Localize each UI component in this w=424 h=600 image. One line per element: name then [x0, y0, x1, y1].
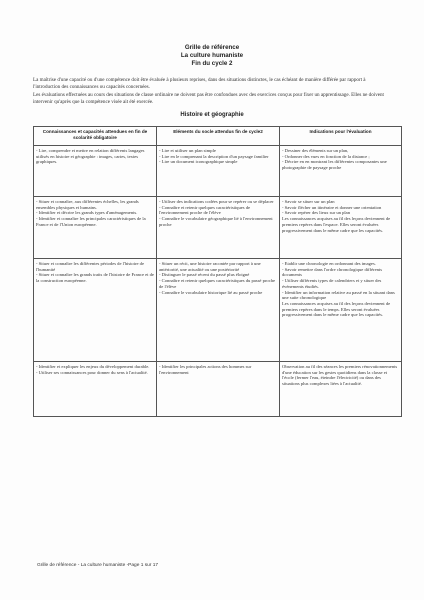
- document-title: Grille de référence: [184, 44, 240, 51]
- document-subtitle: La culture humaniste: [180, 52, 244, 59]
- cell-item: - Situer et connaître les grands traits de l'histoire de France et de la construction européenne.: [36, 272, 154, 284]
- cell-item: - Lire et utiliser un plan simple: [159, 148, 216, 153]
- intro-paragraph: La maîtrise d'une capacité ou d'une compétence doit être évaluée à plusieurs reprises, dans des situations distinctes, le cas échéant de manière différée par rapport à l'introduction des connaissances ou capacités concernées.: [33, 77, 366, 90]
- cell-item: - Lire un document iconographique simple: [159, 159, 238, 165]
- cell-item: - Dessiner des éléments sur un plan,: [282, 148, 349, 153]
- cell-item: - Connaître le vocabulaire géographique lié à l'environnement proche: [159, 216, 273, 227]
- reference-table: [33, 126, 402, 417]
- table-row: [34, 146, 402, 197]
- cell-item: Observation au fil des séances les premiers rénovationnements d'une éducation sur les gestes quotidiens dans la classe et l'école (fermer l'eau, éteindre l'électricité) ou dans des situations plus complexes liées à l'actualité.: [282, 364, 398, 387]
- cell-item: - Utiliser des indications codées pour se repérer ou se déplacer: [159, 199, 274, 204]
- cell-item: - Situer et connaître les différentes périodes de l'histoire de l'humanité: [36, 261, 145, 272]
- cell-item: - Identifier les principales actions des hommes sur l'environnement: [159, 364, 252, 375]
- column-header: Indications pour l'évaluation: [280, 127, 402, 146]
- cell-item: - Etablir une chronologie en ordonnant des images.: [282, 261, 376, 266]
- cell-item: - Décrire en en montrant les différentes composantes une photographie de paysage proche: [282, 159, 387, 171]
- table-cell: [157, 197, 280, 259]
- cell-item: - Savoir se situer sur un plan: [282, 199, 335, 204]
- table-cell: [157, 362, 280, 417]
- table-cell: [34, 146, 157, 197]
- document-cycle: Fin du cycle 2: [191, 60, 233, 67]
- table-cell: [280, 197, 402, 259]
- cell-item: - Connaître et retenir quelques caractéristiques du passé proche de l'élève: [159, 278, 276, 289]
- cell-item: - Identifier et décrire les grands types d'aménagements.: [36, 210, 138, 216]
- table-cell: [34, 197, 157, 259]
- table-row: [34, 197, 402, 259]
- column-header: Connaissances et capacités attendues en fin de scolarité obligatoire: [34, 127, 157, 146]
- cell-item: - Identifier et connaître les principales caractéristiques de la France et de l'Union européenne.: [36, 216, 146, 227]
- cell-item: - Utiliser ses connaissances pour donner du sens à l'actualité.: [36, 369, 148, 375]
- cell-item: - Savoir flécher un itinéraire et donner une orientation: [282, 204, 382, 210]
- cell-item: - Connaître le vocabulaire historique lié au passé proche: [159, 289, 263, 295]
- table-cell: [157, 259, 280, 362]
- cell-item: - Savoir repérer des lieux sur un plan: [282, 210, 350, 216]
- table-cell: [280, 362, 402, 417]
- page-footer: Grille de référence - La culture humaniste -Page 1 sur 17: [37, 563, 159, 568]
- cell-item: - Savoir remettre dans l'ordre chronologique différents documents: [282, 266, 382, 278]
- table-cell: [157, 146, 280, 197]
- cell-item: - Ordonner des vues en fonction de la distance ;: [282, 153, 370, 159]
- cell-item: - Situer un récit, une histoire racontée par rapport à une antériorité, une actualité ou une postériorité: [159, 261, 261, 272]
- intro-paragraph: Les évaluations effectuées au cours des situations de classe ordinaire ne doivent pas être confondues avec des exercices conçus pour fixer un apprentissage. Elles ne doivent intervenir qu'après que la compétence visée ait été exercée.: [33, 92, 384, 105]
- section-title: Histoire et géographie: [180, 112, 244, 118]
- cell-item: - Identifier un information relative au passé en la situant dans une suite chronologique: [282, 289, 395, 301]
- table-header-row: [34, 127, 402, 146]
- cell-item: - Lire en le comprenant la description d'un paysage familier: [159, 153, 269, 159]
- cell-item: - Identifier et expliquer les enjeux du développement durable.: [36, 364, 150, 369]
- table-row: [34, 259, 402, 362]
- table-cell: [34, 259, 157, 362]
- table-cell: [280, 259, 402, 362]
- cell-item: Les connaissances acquises au fil des leçons deviennent de premiers repères dans l'espace. Elles seront évaluées progressivement dans le même cadre que les capacités.: [282, 216, 391, 233]
- cell-item: Les connaissances acquises au fil des leçons deviennent de premiers repères dans le temps. Elles seront évaluées progressivement dans le même cadre que les capacités.: [282, 300, 391, 318]
- cell-item: - Utiliser différents types de calendriers et y situer des événements étudiés.: [282, 278, 382, 289]
- cell-item: - Distinguer le passé récent du passé plus éloigné: [159, 272, 250, 278]
- column-header: Eléments du socle attendus fin de cycle2: [157, 127, 280, 146]
- cell-item: - Connaître et retenir quelques caractéristiques de l'environnement proche de l'élève: [159, 204, 251, 216]
- cell-item: - Situer et connaître, aux différentes échelles, les grands ensembles physiques et humains.: [36, 199, 139, 210]
- cell-item: - Lire, comprendre et mettre en relation différents langages utilisés en histoire et géographie : images, cartes, textes graphiques.: [36, 148, 145, 165]
- table-row: [34, 362, 402, 417]
- table-cell: [280, 146, 402, 197]
- table-cell: [34, 362, 157, 417]
